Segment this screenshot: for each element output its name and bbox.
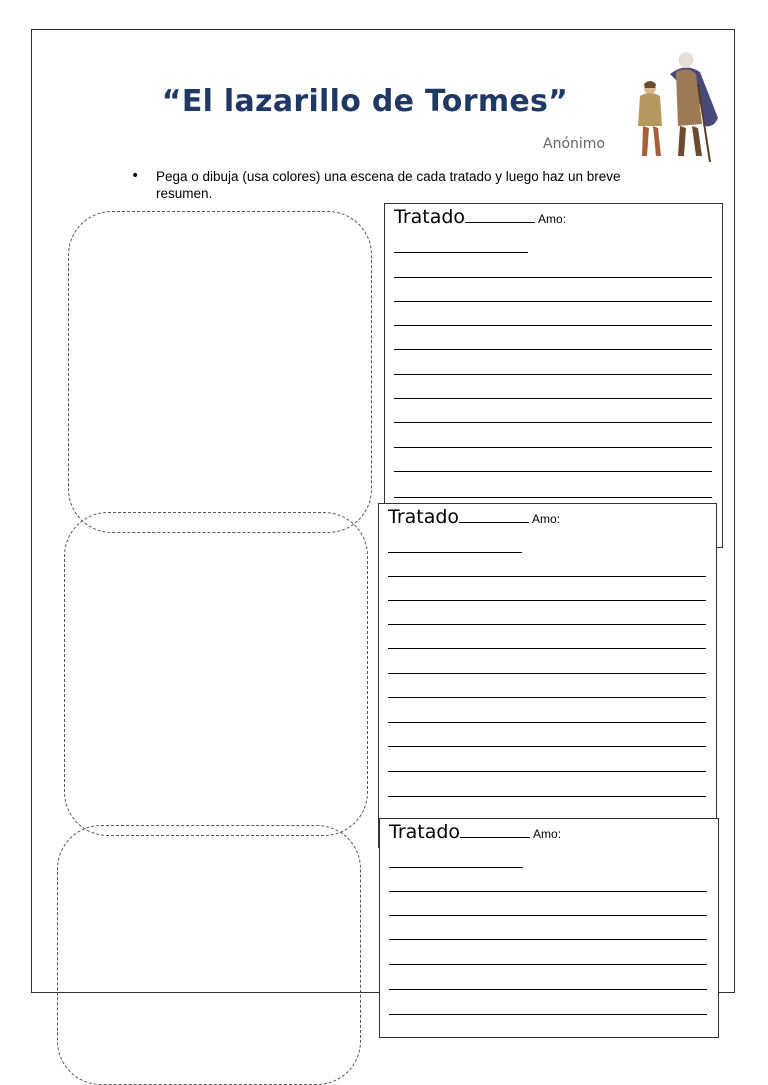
summary-line[interactable] — [394, 277, 712, 278]
summary-line[interactable] — [388, 697, 706, 698]
amo-label: Amo: — [538, 212, 567, 226]
tratado-number-blank[interactable] — [459, 508, 529, 523]
summary-line[interactable] — [388, 624, 706, 625]
drawing-area-1[interactable] — [68, 211, 372, 533]
lazarillo-illustration-icon — [630, 44, 726, 168]
tratado-number-blank[interactable] — [460, 823, 530, 838]
summary-line[interactable] — [394, 325, 712, 326]
summary-line[interactable] — [394, 301, 712, 302]
summary-line[interactable] — [388, 746, 706, 747]
tratado-label: Tratado — [394, 206, 466, 228]
summary-line[interactable] — [388, 648, 706, 649]
summary-line[interactable] — [389, 989, 707, 990]
summary-line[interactable] — [389, 891, 707, 892]
summary-box-1 — [384, 203, 723, 548]
summary-line[interactable] — [388, 796, 706, 797]
instruction-text: Pega o dibuja (usa colores) una escena de cada tratado y luego haz un breve resumen. — [156, 169, 621, 201]
drawing-area-2[interactable] — [64, 512, 368, 836]
summary-line[interactable] — [394, 422, 712, 423]
drawing-area-3[interactable] — [57, 825, 361, 1085]
summary-line[interactable] — [388, 771, 706, 772]
amo-label: Amo: — [532, 512, 561, 526]
page-title: “El lazarillo de Tormes” — [161, 84, 569, 119]
tratado-number-blank[interactable] — [465, 208, 535, 223]
tratado-label: Tratado — [388, 506, 460, 528]
summary-line[interactable] — [394, 374, 712, 375]
summary-line[interactable] — [394, 349, 712, 350]
amo-name-line[interactable] — [389, 867, 523, 868]
summary-box-2 — [378, 503, 717, 848]
summary-line[interactable] — [389, 915, 707, 916]
instruction-bullet: • — [131, 168, 140, 184]
amo-name-line[interactable] — [388, 552, 522, 553]
summary-line[interactable] — [389, 964, 707, 965]
summary-line[interactable] — [389, 1014, 707, 1015]
summary-line[interactable] — [394, 447, 712, 448]
summary-line[interactable] — [394, 398, 712, 399]
summary-line[interactable] — [388, 576, 706, 577]
amo-name-line[interactable] — [394, 252, 528, 253]
tratado-label: Tratado — [389, 821, 461, 843]
summary-line[interactable] — [388, 673, 706, 674]
amo-label: Amo: — [533, 827, 562, 841]
summary-line[interactable] — [394, 497, 712, 498]
summary-box-3 — [379, 818, 719, 1038]
summary-heading — [388, 506, 560, 528]
summary-heading — [394, 206, 566, 228]
summary-line[interactable] — [388, 600, 706, 601]
summary-line[interactable] — [388, 722, 706, 723]
summary-line[interactable] — [394, 471, 712, 472]
author-label: Anónimo — [543, 136, 605, 152]
summary-line[interactable] — [389, 939, 707, 940]
summary-heading — [389, 821, 561, 843]
